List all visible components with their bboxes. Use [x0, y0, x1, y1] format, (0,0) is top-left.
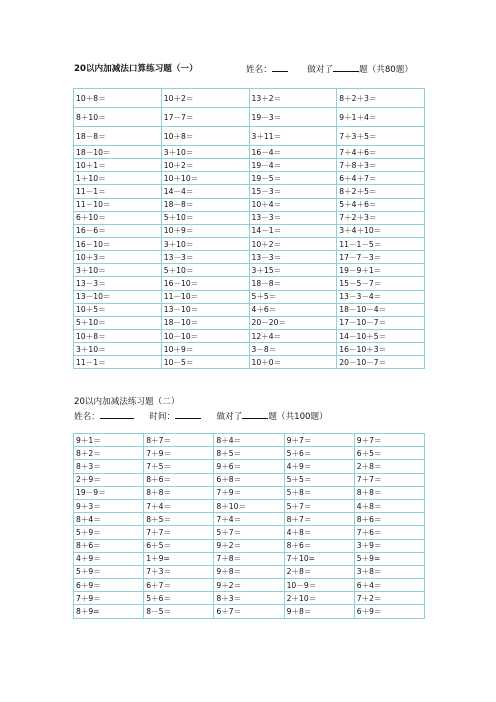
problem-cell: 8＋3＝	[214, 592, 284, 605]
problem-cell: 10－9＝	[284, 579, 354, 592]
problem-cell: 6＋7＝	[144, 579, 214, 592]
problem-cell: 8＋7＝	[284, 513, 354, 526]
problem-cell: 6＋9＝	[354, 605, 424, 618]
problem-cell: 8＋4＝	[74, 513, 144, 526]
problem-cell: 14－4＝	[161, 185, 249, 198]
table-row	[74, 356, 425, 369]
section2-correct-label: 做对了	[216, 412, 243, 422]
problem-cell: 6＋4＋7＝	[337, 172, 425, 185]
problem-cell: 16－4＝	[249, 146, 337, 159]
table-row	[74, 198, 425, 211]
problem-cell: 7＋4＝	[214, 513, 284, 526]
section1-name-label: 姓名：	[246, 65, 272, 75]
problem-cell: 19－5＝	[249, 172, 337, 185]
problem-cell: 7＋8＋3＝	[337, 159, 425, 172]
problem-cell: 10＋5＝	[74, 303, 162, 316]
problem-cell: 10＋3＝	[74, 251, 162, 264]
problem-cell: 10＋2＝	[249, 237, 337, 250]
section1-title: 20以内加减法口算练习题（一）	[74, 64, 198, 74]
problem-cell: 18－8＝	[161, 198, 249, 211]
table-row	[74, 539, 425, 552]
problem-cell: 13－10＝	[161, 303, 249, 316]
problem-cell: 11－10＝	[161, 290, 249, 303]
table-row	[74, 127, 425, 146]
problem-cell: 10＋2＝	[161, 89, 249, 108]
problem-cell: 10＋1＝	[74, 159, 162, 172]
problem-cell: 10＋9＝	[161, 343, 249, 356]
problem-cell: 9＋1＋4＝	[337, 108, 425, 127]
section1-table	[73, 88, 425, 369]
problem-cell: 6＋5＝	[144, 539, 214, 552]
problem-cell: 4＋8＝	[354, 499, 424, 512]
table-row	[74, 159, 425, 172]
table-row	[74, 579, 425, 592]
table-row	[74, 513, 425, 526]
table-row	[74, 460, 425, 473]
section2-table	[73, 433, 425, 619]
problem-cell: 10＋8＝	[74, 329, 162, 342]
section1-correct-blank[interactable]	[333, 62, 359, 72]
problem-cell: 16－10＝	[161, 277, 249, 290]
problem-cell: 18－10－4＝	[337, 303, 425, 316]
problem-cell: 10＋0＝	[249, 356, 337, 369]
problem-cell: 8＋6＝	[144, 473, 214, 486]
table-row	[74, 89, 425, 108]
table-row	[74, 434, 425, 447]
problem-cell: 7＋4＋6＝	[337, 146, 425, 159]
problem-cell: 9＋8＝	[214, 565, 284, 578]
problem-cell: 8＋2＝	[74, 447, 144, 460]
table-row	[74, 185, 425, 198]
section2-meta	[74, 409, 328, 422]
table-row	[74, 447, 425, 460]
problem-cell: 17－10－7＝	[337, 316, 425, 329]
problem-cell: 7＋2＝	[354, 592, 424, 605]
table-row	[74, 592, 425, 605]
problem-cell: 10＋10＝	[161, 172, 249, 185]
problem-cell: 8＋2＋3＝	[337, 89, 425, 108]
problem-cell: 7＋4＝	[144, 499, 214, 512]
problem-cell: 5＋6＝	[284, 447, 354, 460]
table-row	[74, 108, 425, 127]
problem-cell: 11－1＝	[74, 185, 162, 198]
problem-cell: 5＋9=	[354, 552, 424, 565]
problem-cell: 13－3＝	[249, 211, 337, 224]
problem-cell: 8＋7＝	[144, 434, 214, 447]
problem-cell: 7＋2＋3＝	[337, 211, 425, 224]
problem-cell: 6＋8＝	[214, 473, 284, 486]
problem-cell: 11－1－5＝	[337, 237, 425, 250]
section2-time-blank[interactable]	[175, 409, 201, 419]
problem-cell: 2＋8＝	[354, 460, 424, 473]
problem-cell: 7＋9＝	[214, 486, 284, 499]
problem-cell: 6＋9＝	[74, 579, 144, 592]
problem-cell: 8＋6＝	[74, 539, 144, 552]
problem-cell: 5＋8＝	[284, 486, 354, 499]
problem-cell: 15－3＝	[249, 185, 337, 198]
problem-cell: 7＋3＝	[144, 565, 214, 578]
problem-cell: 3＋10＝	[161, 146, 249, 159]
problem-cell: 13－3＝	[249, 251, 337, 264]
problem-cell: 10－5＝	[161, 356, 249, 369]
problem-cell: 3＋10＝	[74, 264, 162, 277]
problem-cell: 5＋4＋6＝	[337, 198, 425, 211]
problem-cell: 1＋9=	[144, 552, 214, 565]
section1-total: 题（共80题）	[359, 65, 413, 75]
problem-cell: 10＋4＝	[249, 198, 337, 211]
problem-cell: 13＋2＝	[249, 89, 337, 108]
problem-cell: 18－10＝	[74, 146, 162, 159]
problem-cell: 20－20＝	[249, 316, 337, 329]
problem-cell: 4＋8＝	[284, 526, 354, 539]
problem-cell: 9＋2＝	[214, 539, 284, 552]
problem-cell: 3＋15＝	[249, 264, 337, 277]
problem-cell: 3＋10＝	[74, 343, 162, 356]
problem-cell: 16－10＋3＝	[337, 343, 425, 356]
problem-cell: 9＋1＝	[74, 434, 144, 447]
problem-cell: 8－5＝	[144, 605, 214, 618]
table-row	[74, 473, 425, 486]
problem-cell: 4＋9＝	[74, 552, 144, 565]
table-row	[74, 316, 425, 329]
problem-cell: 18－10＝	[161, 316, 249, 329]
problem-cell: 5＋6＝	[144, 592, 214, 605]
section2-name-blank[interactable]	[100, 409, 134, 419]
problem-cell: 8＋6＝	[354, 513, 424, 526]
problem-cell: 2＋10＝	[284, 592, 354, 605]
problem-cell: 1＋10＝	[74, 172, 162, 185]
problem-cell: 8＋5＝	[144, 513, 214, 526]
problem-cell: 11－1＝	[74, 356, 162, 369]
table-row	[74, 172, 425, 185]
problem-cell: 3＋8＝	[354, 565, 424, 578]
problem-cell: 5＋9＝	[74, 565, 144, 578]
problem-cell: 5＋10＝	[74, 316, 162, 329]
problem-cell: 13－3－4＝	[337, 290, 425, 303]
problem-cell: 8＋6＝	[284, 539, 354, 552]
section1-header	[74, 62, 434, 76]
table-row	[74, 605, 425, 618]
problem-cell: 16－6＝	[74, 224, 162, 237]
problem-cell: 6＋7＝	[214, 605, 284, 618]
section2-name-label: 姓名：	[74, 412, 100, 422]
problem-cell: 13－3＝	[74, 277, 162, 290]
table-row	[74, 146, 425, 159]
problem-cell: 13－3＝	[161, 251, 249, 264]
problem-cell: 2＋8＝	[284, 565, 354, 578]
table-row	[74, 277, 425, 290]
problem-cell: 5＋7＝	[284, 499, 354, 512]
problem-cell: 6＋5＝	[354, 447, 424, 460]
problem-cell: 14－10＋5＝	[337, 329, 425, 342]
table-row	[74, 329, 425, 342]
problem-cell: 5＋10＝	[161, 264, 249, 277]
problem-cell: 10＋8＝	[161, 127, 249, 146]
problem-cell: 19－3＝	[249, 108, 337, 127]
problem-cell: 9＋2＝	[214, 579, 284, 592]
problem-cell: 3＋4＋10＝	[337, 224, 425, 237]
problem-cell: 8＋8＝	[144, 486, 214, 499]
problem-cell: 7＋9＝	[74, 592, 144, 605]
section1-name-blank[interactable]	[272, 62, 288, 72]
section2-correct-blank[interactable]	[242, 409, 268, 419]
table-row	[74, 211, 425, 224]
problem-cell: 17－7－3＝	[337, 251, 425, 264]
problem-cell: 4＋6＝	[249, 303, 337, 316]
table-row	[74, 224, 425, 237]
problem-cell: 8＋5＝	[214, 447, 284, 460]
problem-cell: 5＋7＝	[214, 526, 284, 539]
table-row	[74, 251, 425, 264]
table-row	[74, 499, 425, 512]
problem-cell: 6＋4＝	[354, 579, 424, 592]
problem-cell: 7＋5＝	[144, 460, 214, 473]
problem-cell: 9＋8＝	[284, 605, 354, 618]
problem-cell: 10＋2＝	[161, 159, 249, 172]
problem-cell: 16－10＝	[74, 237, 162, 250]
problem-cell: 7＋7＝	[354, 473, 424, 486]
table-row	[74, 552, 425, 565]
problem-cell: 5＋5＝	[249, 290, 337, 303]
section2-time-label: 时间：	[149, 412, 176, 422]
problem-cell: 14－1＝	[249, 224, 337, 237]
problem-cell: 9＋3＝	[74, 499, 144, 512]
problem-cell: 3＋10＝	[161, 237, 249, 250]
problem-cell: 8＋10＝	[74, 108, 162, 127]
problem-cell: 2＋9＝	[74, 473, 144, 486]
section2-total: 题（共100题）	[268, 412, 328, 422]
problem-cell: 19－9＋1＝	[337, 264, 425, 277]
table-row	[74, 526, 425, 539]
problem-cell: 8＋9=	[74, 605, 144, 618]
table-row	[74, 264, 425, 277]
problem-cell: 7＋9＝	[144, 447, 214, 460]
problem-cell: 10－10＝	[161, 329, 249, 342]
problem-cell: 7＋7＝	[144, 526, 214, 539]
problem-cell: 13－10＝	[74, 290, 162, 303]
table-row	[74, 303, 425, 316]
problem-cell: 20－10－7＝	[337, 356, 425, 369]
table-row	[74, 343, 425, 356]
problem-cell: 9＋6＝	[214, 460, 284, 473]
problem-cell: 12＋4＝	[249, 329, 337, 342]
problem-cell: 18－8＝	[74, 127, 162, 146]
problem-cell: 9＋7＝	[354, 434, 424, 447]
problem-cell: 3＋11＝	[249, 127, 337, 146]
problem-cell: 7＋6＝	[354, 526, 424, 539]
table-row	[74, 565, 425, 578]
problem-cell: 6＋10＝	[74, 211, 162, 224]
problem-cell: 8＋10＝	[214, 499, 284, 512]
problem-cell: 10＋9＝	[161, 224, 249, 237]
problem-cell: 11－10＝	[74, 198, 162, 211]
section1-meta	[246, 62, 413, 75]
problem-cell: 15－5－7＝	[337, 277, 425, 290]
problem-cell: 8＋3＝	[74, 460, 144, 473]
problem-cell: 8＋4＝	[214, 434, 284, 447]
problem-cell: 7＋8＝	[214, 552, 284, 565]
table-row	[74, 486, 425, 499]
problem-cell: 8＋8＝	[354, 486, 424, 499]
problem-cell: 8＋2＋5＝	[337, 185, 425, 198]
section1-correct-label: 做对了	[307, 65, 334, 75]
problem-cell: 17－7＝	[161, 108, 249, 127]
problem-cell: 5＋10＝	[161, 211, 249, 224]
problem-cell: 10＋8＝	[74, 89, 162, 108]
problem-cell: 4＋9＝	[284, 460, 354, 473]
problem-cell: 9＋7＝	[284, 434, 354, 447]
table-row	[74, 237, 425, 250]
problem-cell: 19－9＝	[74, 486, 144, 499]
problem-cell: 7＋3＋5＝	[337, 127, 425, 146]
problem-cell: 3＋9＝	[354, 539, 424, 552]
problem-cell: 3－8＝	[249, 343, 337, 356]
problem-cell: 18－8＝	[249, 277, 337, 290]
table-row	[74, 290, 425, 303]
section2-title: 20以内加减法练习题（二）	[74, 397, 180, 407]
problem-cell: 5＋5＝	[284, 473, 354, 486]
problem-cell: 19－4＝	[249, 159, 337, 172]
problem-cell: 5＋9＝	[74, 526, 144, 539]
problem-cell: 7＋10=	[284, 552, 354, 565]
